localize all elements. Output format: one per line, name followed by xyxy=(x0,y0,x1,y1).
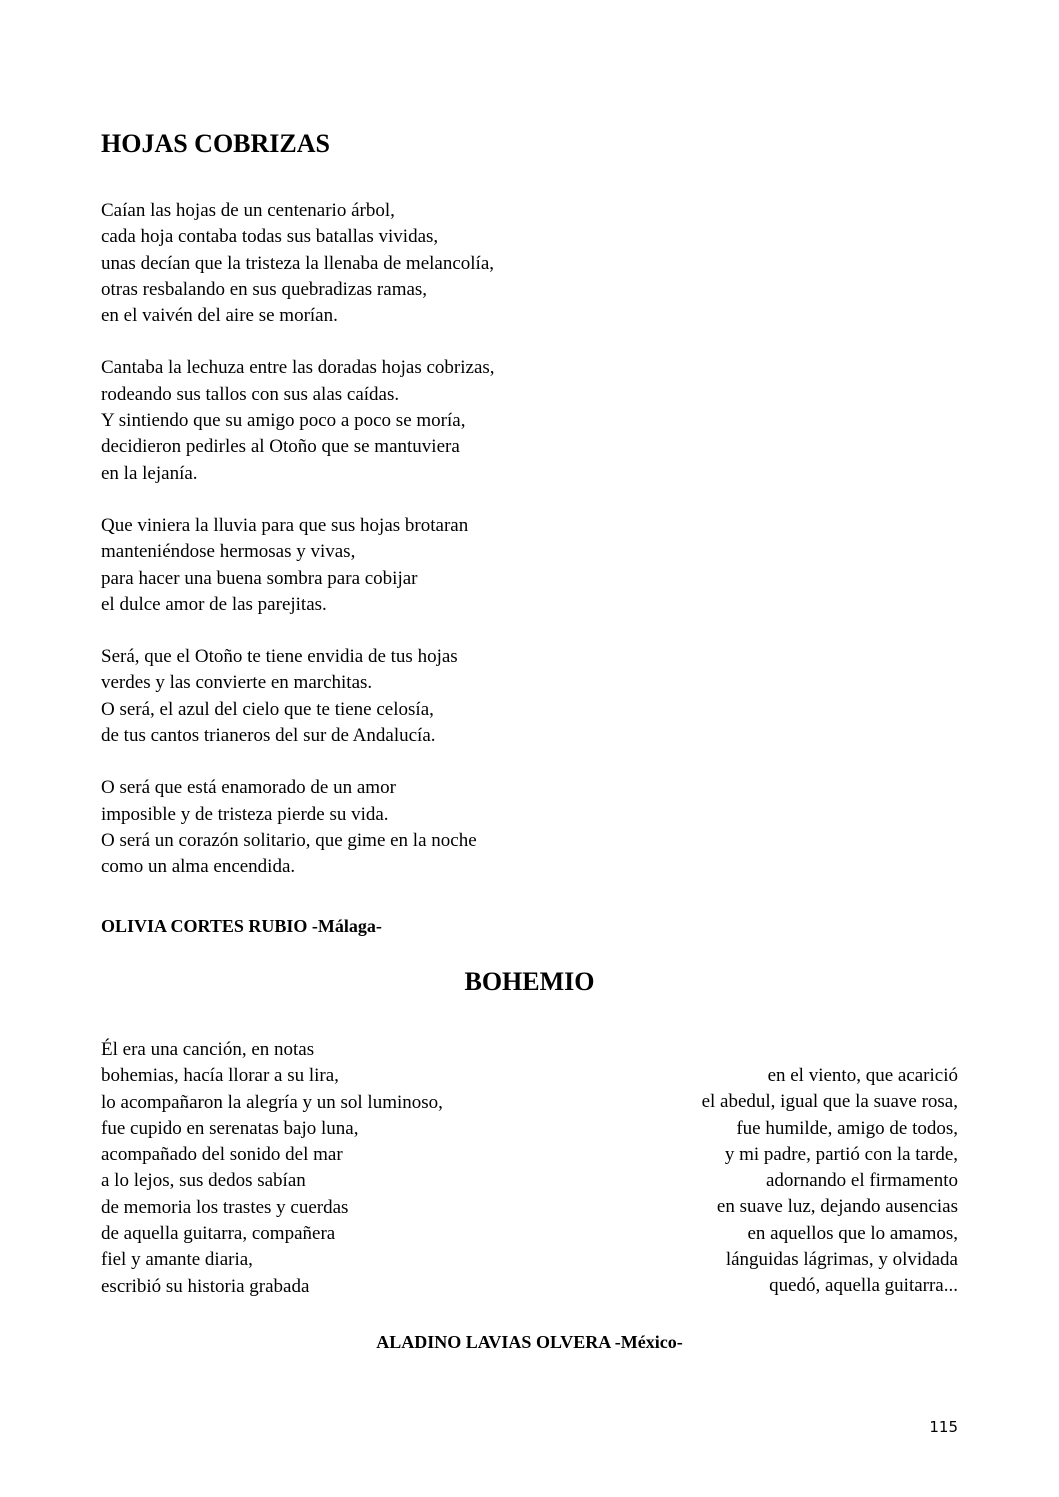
poem-line: como un alma encendida. xyxy=(101,856,296,878)
poem-line: manteniéndose hermosas y vivas, xyxy=(101,541,356,563)
poem-author-aladino: ALADINO LAVIAS OLVERA -México- xyxy=(376,1332,683,1352)
poem-line: O será un corazón solitario, que gime en la noche xyxy=(101,829,477,851)
poem-line: O será que está enamorado de un amor xyxy=(101,777,396,799)
poem-line: cada hoja contaba todas sus batallas vividas, xyxy=(101,226,439,248)
poem-line: fue cupido en serenatas bajo luna, xyxy=(101,1117,359,1139)
page-number: 115 xyxy=(929,1418,958,1436)
poem-line: para hacer una buena sombra para cobijar xyxy=(101,567,418,589)
poem-line: otras resbalando en sus quebradizas ramas, xyxy=(101,278,428,300)
poem-line: el abedul, igual que la suave rosa, xyxy=(701,1091,958,1113)
poem-line: rodeando sus tallos con sus alas caídas. xyxy=(101,383,400,405)
poem-line: Él era una canción, en notas xyxy=(101,1039,315,1060)
poem-line: y mi padre, partió con la tarde, xyxy=(724,1143,958,1165)
poem-line: O será, el azul del cielo que te tiene celosía, xyxy=(101,698,434,720)
poem-line: verdes y las convierte en marchitas. xyxy=(101,672,373,694)
poem-line: acompañado del sonido del mar xyxy=(101,1144,343,1166)
poem-line: de memoria los trastes y cuerdas xyxy=(101,1196,349,1218)
poem-line: fue humilde, amigo de todos, xyxy=(736,1117,958,1139)
poem-line: en el viento, que acarició xyxy=(767,1065,958,1086)
poem-title-hojas-cobrizas: HOJAS COBRIZAS xyxy=(101,129,330,158)
poem-line: en aquellos que lo amamos, xyxy=(747,1222,958,1244)
stanza xyxy=(101,775,621,880)
poem-body-hojas-cobrizas xyxy=(101,198,621,907)
poem-line: quedó, aquella guitarra... xyxy=(769,1275,958,1297)
poem-line: unas decían que la tristeza la llenaba de melancolía, xyxy=(101,252,495,274)
poem-line: Caían las hojas de un centenario árbol, xyxy=(101,200,395,221)
poem-author-olivia: OLIVIA CORTES RUBIO -Málaga- xyxy=(101,916,382,936)
poem-body-bohemio-left-column xyxy=(101,1037,541,1300)
poem-line: imposible y de tristeza pierde su vida. xyxy=(101,803,389,825)
poem-line: escribió su historia grabada xyxy=(101,1275,310,1297)
poem-line: adornando el firmamento xyxy=(765,1170,958,1192)
stanza xyxy=(101,355,621,486)
poem-line: lánguidas lágrimas, y olvidada xyxy=(725,1249,958,1271)
poem-title-bohemio: BOHEMIO xyxy=(464,967,595,996)
poem-line: Cantaba la lechuza entre las doradas hojas cobrizas, xyxy=(101,357,495,379)
poem-line: Que viniera la lluvia para que sus hojas brotaran xyxy=(101,514,469,536)
poem-line: Será, que el Otoño te tiene envidia de tus hojas xyxy=(101,646,458,668)
poem-line: Y sintiendo que su amigo poco a poco se moría, xyxy=(101,410,466,432)
stanza xyxy=(101,644,621,749)
poem-line: fiel y amante diaria, xyxy=(101,1249,253,1271)
poem-line: de tus cantos trianeros del sur de Andalucía. xyxy=(101,725,436,747)
poem-line: en la lejanía. xyxy=(101,462,198,484)
poem-line: en el vaivén del aire se morían. xyxy=(101,305,338,327)
poem-line: el dulce amor de las parejitas. xyxy=(101,593,327,615)
stanza xyxy=(101,513,621,618)
poem-line: de aquella guitarra, compañera xyxy=(101,1223,336,1245)
poem-line: a lo lejos, sus dedos sabían xyxy=(101,1170,306,1192)
stanza xyxy=(101,198,621,329)
poem-line: decidieron pedirles al Otoño que se mantuviera xyxy=(101,436,460,458)
poem-line: en suave luz, dejando ausencias xyxy=(716,1196,958,1218)
poem-line: lo acompañaron la alegría y un sol luminoso, xyxy=(101,1091,443,1113)
poem-line: bohemias, hacía llorar a su lira, xyxy=(101,1065,339,1087)
poem-body-bohemio-right-column xyxy=(518,1063,958,1300)
